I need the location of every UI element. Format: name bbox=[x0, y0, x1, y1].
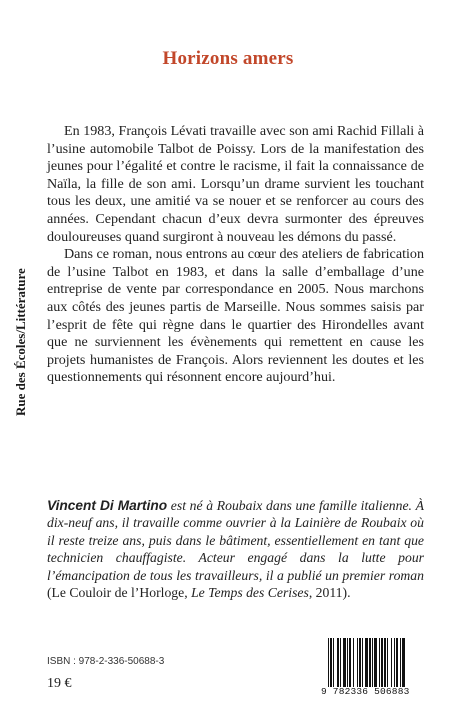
author-name: Vincent Di Martino bbox=[47, 498, 168, 513]
bio-text: est né à Roubaix dans une famille italienne. À dix-neuf ans, il travaille comme ouvrier à la Lainière de Roubaix où il reste treize ans, puis dans le bâtiment, essentiellement en tant que technicien chauffagiste. Acteur engagé dans la lutte pour l’émancipation de tous les travailleurs, il a publié un premier roman bbox=[47, 498, 424, 583]
price: 19 € bbox=[47, 676, 72, 691]
bio-publisher: Le Temps des Cerises bbox=[191, 585, 309, 601]
barcode-bars bbox=[327, 638, 429, 687]
spine bbox=[0, 0, 40, 716]
synopsis bbox=[47, 123, 424, 387]
barcode-number: 9 782336 506883 bbox=[321, 686, 410, 697]
barcode bbox=[321, 638, 429, 698]
isbn: ISBN : 978-2-336-50688-3 bbox=[47, 656, 165, 667]
book-title: Horizons amers bbox=[162, 48, 294, 69]
synopsis-paragraph-1: En 1983, François Lévati travaille avec son ami Rachid Fillali à l’usine automobile Talbot de Poissy. Lors de la manifestation des jeunes pour l’égalité et contre le racisme, il fait la connaissance de Naïla, la fille de son ami. Lorsqu’un drame survient les touchant tous les deux, une amitié va se nouer et se renforcer au cours des années. Cependant chacun d’eux devra surmonter des épreuves douloureuses quand surgiront à nouveau les démons du passé. bbox=[47, 123, 424, 245]
spine-label: Rue des Écoles/Littérature bbox=[13, 268, 28, 416]
author-bio bbox=[47, 497, 424, 601]
synopsis-paragraph-2: Dans ce roman, nous entrons au cœur des ateliers de fabrication de l’usine Talbot en 1983, et dans la salle d’emballage d’une entreprise de vente par correspondance en 2005. Nous marchons aux côtés des jeunes partis de Marseille. Nous sommes saisis par l’esprit de fête qui règne dans le quartier des Hirondelles avant que ne surviennent les évènements qui remettent en cause les projets humanistes de François. Alors reviennent les doutes et les questionnements qui résonnent encore aujourd’hui. bbox=[47, 246, 424, 386]
bio-year: , 2011). bbox=[308, 585, 351, 601]
bio-work-title: (Le Couloir de l’Horloge, bbox=[47, 585, 192, 601]
